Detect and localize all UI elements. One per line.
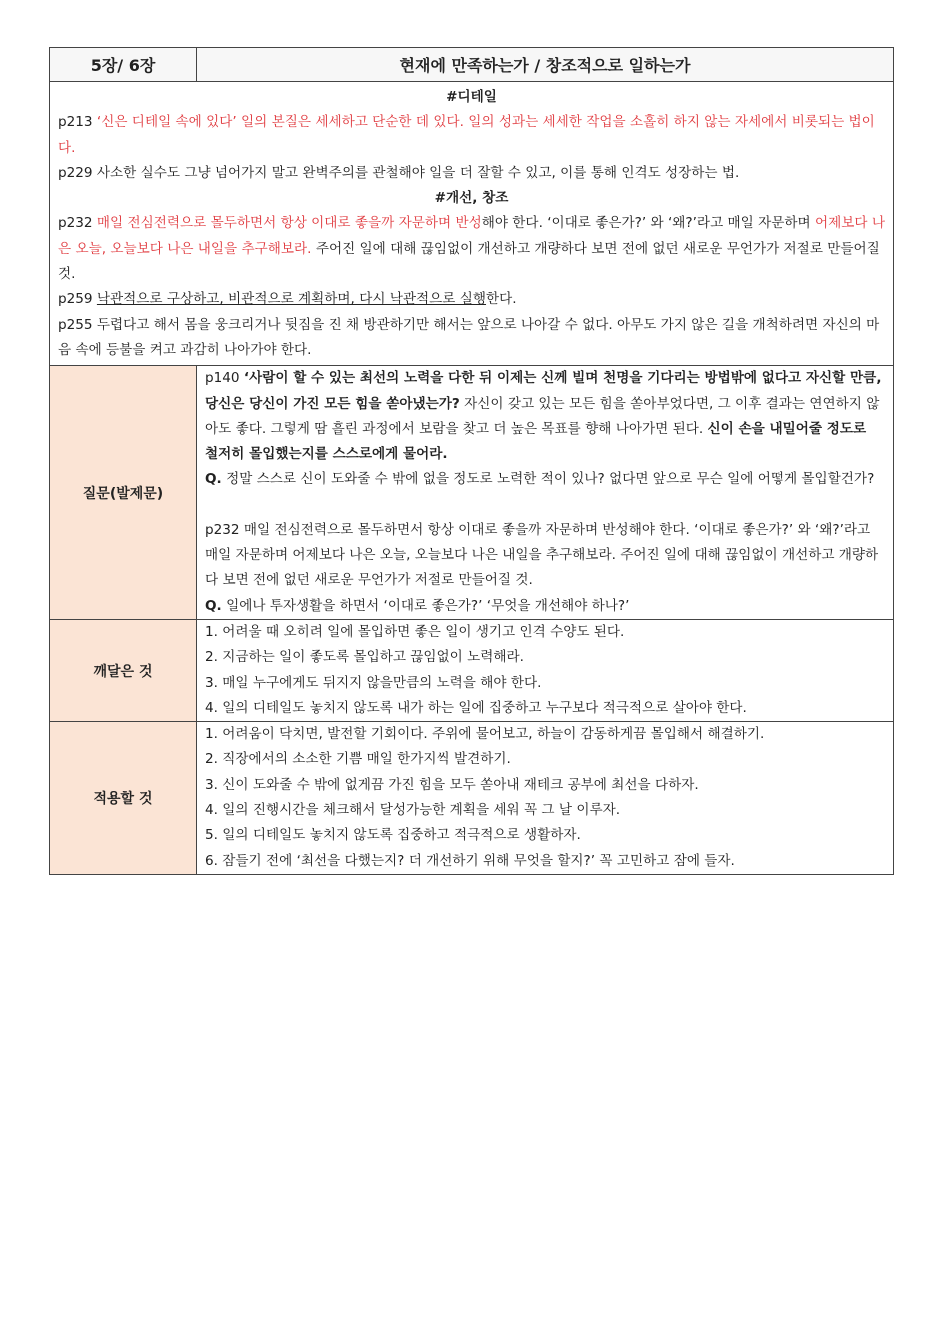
realized-label: 깨달은 것: [50, 619, 197, 721]
q-text: 정말 스스로 신이 도와줄 수 밖에 없을 정도로 노력한 적이 있나? 없다면 앞으로 무슨 일에 어떻게 몰입할건가?: [226, 471, 875, 488]
header-row: [50, 48, 894, 82]
question-content: [197, 366, 894, 620]
apply-row: [50, 722, 894, 875]
book-review-sheet: [49, 47, 893, 875]
page-ref: p140: [205, 370, 240, 387]
list-item: 1. 어려울 때 오히려 일에 몰입하면 좋은 일이 생기고 인격 수양도 된다.: [205, 623, 625, 640]
plain-text: 자신이 갖고 있는 모든 힘을 쏟아부었다면, 그 이후 결과는 연연하지 않아도 좋다. 그렇게 땀 흘린 과정에서 보람을 찾고 더 높은 목표를 향해 나아가면 된다.: [205, 395, 880, 437]
heading-detail: #디테일: [446, 89, 497, 105]
realized-content: [197, 619, 894, 721]
note-p229: p229 사소한 실수도 그냥 넘어가지 말고 완벽주의를 관철해야 일을 더 잘할 수 있고, 이를 통해 인격도 성장하는 법.: [58, 164, 740, 181]
list-item: 3. 매일 누구에게도 뒤지지 않을만큼의 노력을 해야 한다.: [205, 674, 542, 691]
bold-text: 신이 손을 내밀어줄 정도로 철저히 몰입했는지를 스스로에게 물어라.: [205, 420, 867, 463]
underlined-text: 낙관적으로 구상하고, 비관적으로 계획하며, 다시 낙관적으로 실행: [96, 291, 487, 308]
title-cell: 현재에 만족하는가 / 창조적으로 일하는가: [197, 48, 894, 82]
page-ref: p213: [58, 114, 93, 131]
plain-text: 주어진 일에 대해 끊임없이 개선하고 개량하다 보면 전에 없던 새로운 무언가가 저절로 만들어질 것.: [58, 240, 880, 283]
page-ref: p232: [58, 215, 93, 232]
page-ref: p259: [58, 291, 93, 308]
list-item: 5. 일의 디테일도 놓치지 않도록 집중하고 적극적으로 생활하자.: [205, 827, 581, 844]
chapter-cell: 5장/ 6장: [50, 48, 197, 82]
note-p213: [58, 110, 885, 161]
realized-row: [50, 619, 894, 721]
highlight-text: 매일 전심전력으로 몰두하면서 항상 이대로 좋을까 자문하며 반성: [96, 215, 482, 232]
notes-cell: [50, 82, 894, 366]
spacer: [205, 493, 883, 518]
list-item: 4. 일의 디테일도 놓치지 않도록 내가 하는 일에 집중하고 누구보다 적극적으로 살아야 한다.: [205, 699, 747, 716]
q-mark: Q.: [205, 597, 222, 614]
list-item: 2. 직장에서의 소소한 기쁨 매일 한가지씩 발견하기.: [205, 751, 511, 768]
list-item: 4. 일의 진행시간을 체크해서 달성가능한 계획을 세워 꼭 그 날 이루자.: [205, 802, 621, 819]
highlight-text: ‘신은 디테일 속에 있다’ 일의 본질은 세세하고 단순한 데 있다. 일의 성과는 세세한 작업을 소홀히 하지 않는 자세에서 비롯되는 법이다.: [58, 114, 875, 156]
question-label: 질문(발제문): [50, 366, 197, 620]
question-row: [50, 366, 894, 620]
apply-content: [197, 722, 894, 875]
list-item: 2. 지금하는 일이 좋도록 몰입하고 끊임없이 노력해라.: [205, 649, 524, 666]
note-p259: [58, 287, 885, 312]
note-p232: [58, 211, 885, 287]
question-p232: p232 매일 전심전력으로 몰두하면서 항상 이대로 좋을까 자문하며 반성해야 한다. ‘이대로 좋은가?’ 와 ‘왜?’라고 매일 자문하며 어제보다 나은 오늘, 오늘보다 나은 내일을 추구해보라. 주어진 일에 대해 끊임없이 개선하고 개량하다 보면 전에 없던 새로운 무언가가 저절로 만들어질 것.: [205, 521, 879, 589]
q-mark: Q.: [205, 471, 222, 488]
question-q2: [205, 594, 883, 619]
list-item: 3. 신이 도와줄 수 밖에 없게끔 가진 힘을 모두 쏟아내 재테크 공부에 최선을 다하자.: [205, 776, 699, 793]
question-p140: [205, 366, 883, 467]
heading-improve: #개선, 창조: [434, 190, 509, 207]
highlight-text: 어제보다 나은 오늘, 오늘보다 나은 내일을 추구해보라.: [58, 215, 885, 257]
list-item: 6. 잠들기 전에 ‘최선을 다했는지? 더 개선하기 위해 무엇을 할지?’ 꼭 고민하고 잠에 들자.: [205, 852, 735, 869]
list-item: 1. 어려움이 닥치면, 발전할 기회이다. 주위에 물어보고, 하늘이 감동하게끔 몰입해서 해결하기.: [205, 726, 765, 743]
review-table: [49, 47, 894, 875]
plain-text: 해야 한다. ‘이대로 좋은가?’ 와 ‘왜?’라고 매일 자문하며: [481, 215, 811, 232]
q-text: 일에나 투자생활을 하면서 ‘이대로 좋은가?’ ‘무엇을 개선해야 하나?’: [226, 597, 630, 614]
notes-row: [50, 82, 894, 366]
bold-text: ‘사람이 할 수 있는 최선의 노력을 다한 뒤 이제는 신께 빌며 천명을 기다리는 방법밖에 없다고 자신할 만큼, 당신은 당신이 가진 모든 힘을 쏟아냈는가?: [205, 370, 882, 412]
apply-label: 적용할 것: [50, 722, 197, 875]
question-q1: [205, 467, 883, 492]
plain-text: 한다.: [486, 291, 517, 308]
note-p255: p255 두렵다고 해서 몸을 웅크리거나 뒷짐을 진 채 방관하기만 해서는 앞으로 나아갈 수 없다. 아무도 가지 않은 길을 개척하려면 자신의 마음 속에 등불을 켜고 과감히 나아가야 한다.: [58, 316, 880, 358]
